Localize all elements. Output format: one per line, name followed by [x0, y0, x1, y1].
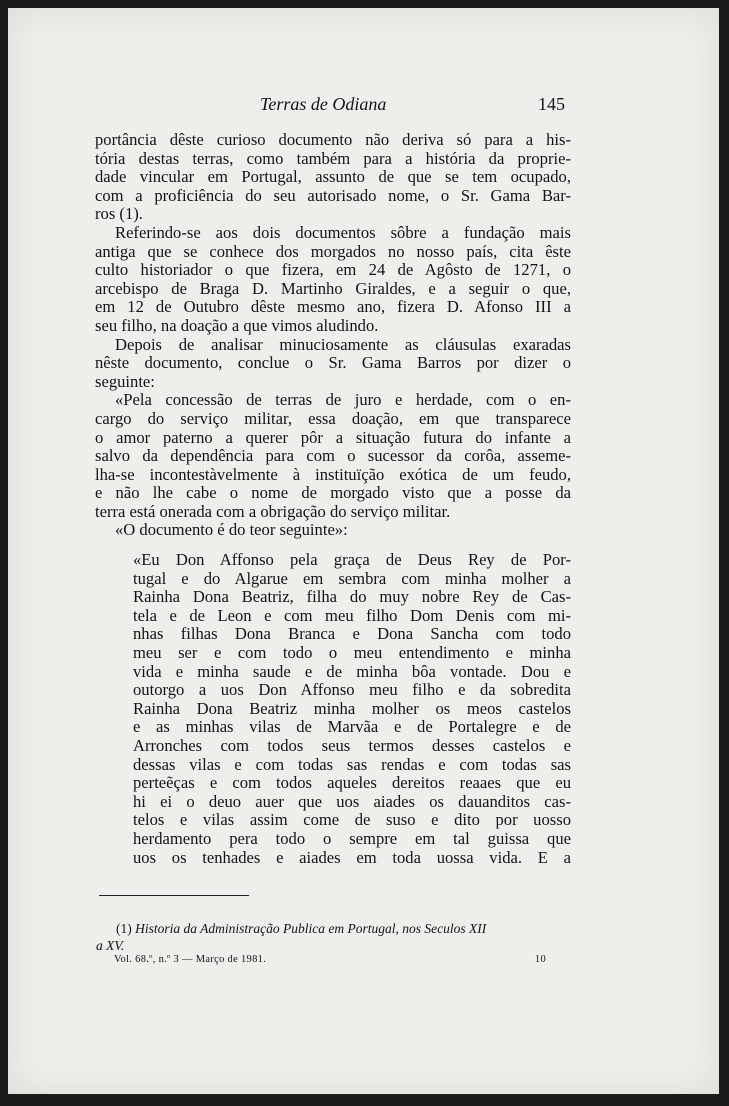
- paragraph-2: [95, 224, 571, 336]
- quote-line: Arronches com todos seus termos desses castelos e: [133, 736, 571, 755]
- paragraph-3: [95, 336, 571, 392]
- text-line: seguinte:: [95, 371, 155, 391]
- text-line: «Pela concessão de terras de juro e herdade, com o en-: [115, 390, 571, 410]
- paragraph-5: [95, 521, 571, 540]
- quote-line: e as minhas vilas de Marvãa e de Portalegre e de: [133, 717, 571, 737]
- quote-line: dessas vilas e com todas sas rendas e com todas sas: [133, 754, 571, 774]
- text-line: lha-se incontestàvelmente à instituïção exótica de um feudo,: [95, 464, 571, 484]
- quote-line: tela e de Leon e com meu filho Dom Denis com mi-: [133, 605, 571, 625]
- quote-line: outorgo a uos Don Affonso meu filho e da sobredita: [133, 680, 571, 700]
- text-line: culto historiador o que fizera, em 24 de Agôsto de 1271, o: [95, 260, 571, 280]
- text-line: cargo do serviço militar, essa doação, em que transparece: [95, 408, 571, 428]
- text-line: em 12 de Outubro dêste mesmo ano, fizera D. Afonso III a: [95, 297, 571, 317]
- signature-mark: 10: [534, 954, 546, 965]
- quote-line: telos e vilas assim come de suso e dito por uosso: [133, 810, 571, 830]
- text-line: tória destas terras, como também para a história da proprie-: [95, 148, 571, 168]
- quote-line: tugal e do Algarue em sembra com minha molher a: [133, 568, 571, 588]
- running-title: Terras de Odiana: [260, 94, 387, 114]
- text-line: «O documento é do teor seguinte»:: [115, 520, 348, 540]
- body-text: [95, 131, 571, 867]
- footnote-title: Historia da Administração Publica em Portugal, nos Seculos XII: [135, 921, 487, 936]
- quote-line: «Eu Don Affonso pela graça de Deus Rey de Por-: [133, 550, 571, 570]
- quote-line: perteẽças e com todos aqueles dereitos reaaes que eu: [133, 773, 571, 793]
- page-number: 145: [538, 94, 565, 114]
- quote-line: herdamento pera todo o sempre em tal guissa que: [133, 828, 571, 848]
- text-line: com a proficiência do seu autorisado nome, o Sr. Gama Bar-: [95, 185, 571, 205]
- quote-line: meu ser e com todo o meu entendimento e minha: [133, 643, 571, 663]
- text-line: ros (1).: [95, 204, 143, 224]
- page-footer: [114, 954, 546, 965]
- quote-line: hi ei o deuo auer que uos aiades os dauanditos cas-: [133, 791, 571, 811]
- footnote-title-cont: a XV.: [96, 938, 125, 953]
- footnote-divider: [99, 895, 249, 896]
- quote-line: Rainha Dona Beatriz minha molher os meos castelos: [133, 698, 571, 718]
- footnote: [96, 920, 571, 954]
- text-line: salvo da dependência para com o sucessor da corôa, asseme-: [95, 446, 571, 466]
- text-line: e não lhe cabe o nome de morgado visto que a posse da: [95, 483, 571, 503]
- text-line: Referindo-se aos dois documentos sôbre a fundação mais: [115, 222, 571, 242]
- footnote-marker: (1): [116, 921, 132, 936]
- quote-line: vida e minha saude e de minha bôa vontade. Dou e: [133, 661, 571, 681]
- text-line: nêste documento, conclue o Sr. Gama Barros por dizer o: [95, 353, 571, 373]
- quote-line: uos os tenhades e aiades em toda uossa vida. E a: [133, 847, 571, 867]
- text-line: terra está onerada com a obrigação do serviço militar.: [95, 501, 451, 521]
- page-header: [8, 94, 719, 120]
- quoted-document: [133, 551, 571, 867]
- paragraph-1: [95, 131, 571, 224]
- quote-line: Rainha Dona Beatriz, filha do muy nobre Rey de Cas-: [133, 587, 571, 607]
- text-line: seu filho, na doação a que vimos aludindo.: [95, 315, 379, 335]
- text-line: portância dêste curioso documento não deriva só para a his-: [95, 130, 571, 149]
- volume-line: Vol. 68.º, n.º 3 — Março de 1981.: [114, 954, 267, 965]
- quote-line: nhas filhas Dona Branca e Dona Sancha com todo: [133, 624, 571, 644]
- text-line: arcebispo de Braga D. Martinho Giraldes, e a seguir o que,: [95, 278, 571, 298]
- text-line: o amor paterno a querer pôr a situação futura do infante a: [95, 427, 571, 447]
- book-page: [8, 8, 719, 1094]
- paragraph-4: [95, 391, 571, 521]
- text-line: Depois de analisar minuciosamente as cláusulas exaradas: [115, 334, 571, 354]
- text-line: dade vincular em Portugal, assunto de que se tem ocupado,: [95, 167, 571, 187]
- text-line: antiga que se conhece dos morgados no nosso país, cita êste: [95, 241, 571, 261]
